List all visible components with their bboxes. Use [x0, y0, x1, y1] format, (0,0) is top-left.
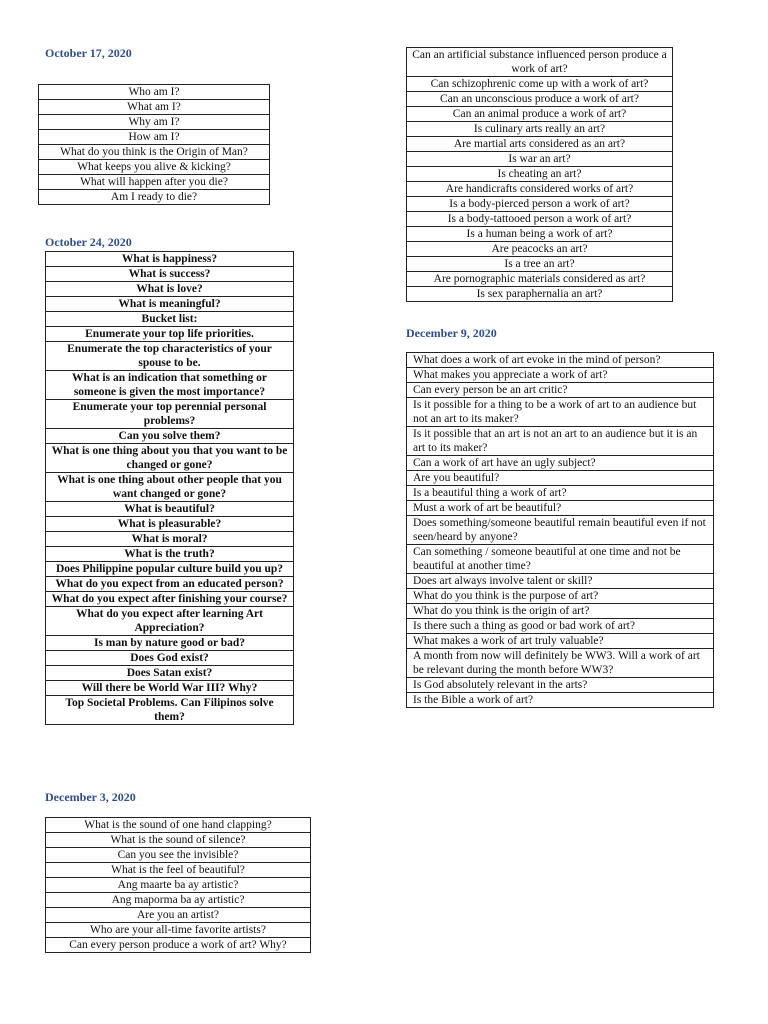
- question-row: [407, 427, 714, 456]
- question-row: [46, 429, 294, 444]
- question-row: [39, 85, 270, 100]
- question-text: Can an animal produce a work of art?: [407, 107, 673, 122]
- question-row: [46, 681, 294, 696]
- question-table-dec-9: [406, 352, 714, 708]
- question-text: What is pleasurable?: [46, 517, 294, 532]
- question-row: [46, 297, 294, 312]
- question-text: Enumerate your top life priorities.: [46, 327, 294, 342]
- question-row: [407, 693, 714, 708]
- section-date-oct-24: October 24, 2020: [45, 235, 132, 249]
- question-row: [407, 545, 714, 574]
- question-text: Is culinary arts really an art?: [407, 122, 673, 137]
- question-row: [407, 197, 673, 212]
- question-text: Am I ready to die?: [39, 190, 270, 205]
- question-row: [46, 833, 311, 848]
- question-row: [46, 371, 294, 400]
- question-text: What is an indication that something or someone is given the most importance?: [46, 371, 294, 400]
- question-text: What is the sound of silence?: [46, 833, 311, 848]
- question-row: [407, 456, 714, 471]
- question-row: [39, 190, 270, 205]
- question-row: [46, 592, 294, 607]
- question-text: Can every person be an art critic?: [407, 383, 714, 398]
- question-row: [407, 152, 673, 167]
- question-text: What is beautiful?: [46, 502, 294, 517]
- question-text: What is moral?: [46, 532, 294, 547]
- question-text: A month from now will definitely be WW3. Will a work of art be relevant during the month before WW3?: [407, 649, 714, 678]
- question-row: [407, 212, 673, 227]
- question-text: Can you solve them?: [46, 429, 294, 444]
- question-text: Are pornographic materials considered as art?: [407, 272, 673, 287]
- question-text: Can something / someone beautiful at one time and not be beautiful at another time?: [407, 545, 714, 574]
- question-text: What is love?: [46, 282, 294, 297]
- question-text: What is meaningful?: [46, 297, 294, 312]
- question-row: [46, 696, 294, 725]
- question-row: [407, 167, 673, 182]
- question-text: Ang maporma ba ay artistic?: [46, 893, 311, 908]
- question-text: What makes a work of art truly valuable?: [407, 634, 714, 649]
- question-row: [46, 577, 294, 592]
- question-text: What will happen after you die?: [39, 175, 270, 190]
- question-text: What am I?: [39, 100, 270, 115]
- question-row: [46, 863, 311, 878]
- question-row: [46, 517, 294, 532]
- question-text: Are you an artist?: [46, 908, 311, 923]
- question-text: What do you think is the purpose of art?: [407, 589, 714, 604]
- question-row: [407, 257, 673, 272]
- question-text: Is war an art?: [407, 152, 673, 167]
- question-row: [407, 368, 714, 383]
- question-row: [46, 400, 294, 429]
- question-row: [407, 619, 714, 634]
- question-text: Can an unconscious produce a work of art?: [407, 92, 673, 107]
- question-row: [407, 242, 673, 257]
- question-table-oct-24: [45, 251, 294, 725]
- question-text: Is sex paraphernalia an art?: [407, 287, 673, 302]
- question-text: Is a beautiful thing a work of art?: [407, 486, 714, 501]
- question-text: Is God absolutely relevant in the arts?: [407, 678, 714, 693]
- question-text: Who are your all-time favorite artists?: [46, 923, 311, 938]
- question-row: [46, 267, 294, 282]
- question-text: What is happiness?: [46, 252, 294, 267]
- question-row: [46, 938, 311, 953]
- question-text: Is it possible for a thing to be a work of art to an audience but not an art to its maker?: [407, 398, 714, 427]
- question-row: [46, 473, 294, 502]
- question-text: What do you expect from an educated person?: [46, 577, 294, 592]
- question-text: Does God exist?: [46, 651, 294, 666]
- question-row: [46, 547, 294, 562]
- question-text: Must a work of art be beautiful?: [407, 501, 714, 516]
- question-row: [46, 502, 294, 517]
- question-text: What does a work of art evoke in the mind of person?: [407, 353, 714, 368]
- question-row: [407, 501, 714, 516]
- section-date-oct-17: October 17, 2020: [45, 46, 132, 60]
- question-row: [407, 604, 714, 619]
- question-text: Enumerate the top characteristics of your spouse to be.: [46, 342, 294, 371]
- question-text: What do you think is the origin of art?: [407, 604, 714, 619]
- question-row: [46, 636, 294, 651]
- question-row: [46, 444, 294, 473]
- question-text: Are martial arts considered as an art?: [407, 137, 673, 152]
- question-row: [46, 252, 294, 267]
- question-text: Is there such a thing as good or bad work of art?: [407, 619, 714, 634]
- question-row: [407, 92, 673, 107]
- question-row: [407, 634, 714, 649]
- question-row: [407, 287, 673, 302]
- question-row: [407, 272, 673, 287]
- question-row: [46, 908, 311, 923]
- question-row: [46, 848, 311, 863]
- section-date-dec-9: December 9, 2020: [406, 326, 497, 340]
- question-row: [46, 878, 311, 893]
- question-row: [39, 175, 270, 190]
- question-text: Can a work of art have an ugly subject?: [407, 456, 714, 471]
- question-row: [46, 282, 294, 297]
- question-row: [46, 607, 294, 636]
- question-row: [46, 327, 294, 342]
- question-row: [46, 818, 311, 833]
- question-row: [407, 107, 673, 122]
- question-row: [46, 562, 294, 577]
- question-row: [407, 122, 673, 137]
- question-table-oct-17: [38, 84, 270, 205]
- question-row: [407, 471, 714, 486]
- question-text: Can schizophrenic come up with a work of art?: [407, 77, 673, 92]
- question-row: [407, 137, 673, 152]
- question-row: [407, 77, 673, 92]
- question-text: What do you expect after finishing your course?: [46, 592, 294, 607]
- question-text: Can you see the invisible?: [46, 848, 311, 863]
- question-row: [46, 532, 294, 547]
- question-row: [39, 160, 270, 175]
- question-text: Is a human being a work of art?: [407, 227, 673, 242]
- question-text: What do you think is the Origin of Man?: [39, 145, 270, 160]
- question-text: How am I?: [39, 130, 270, 145]
- question-text: Can every person produce a work of art? Why?: [46, 938, 311, 953]
- question-row: [39, 115, 270, 130]
- question-text: Is a tree an art?: [407, 257, 673, 272]
- question-text: Will there be World War III? Why?: [46, 681, 294, 696]
- question-text: Can an artificial substance influenced person produce a work of art?: [407, 48, 673, 77]
- question-row: [46, 651, 294, 666]
- question-row: [407, 574, 714, 589]
- question-text: What is one thing about you that you want to be changed or gone?: [46, 444, 294, 473]
- question-text: Does something/someone beautiful remain beautiful even if not seen/heard by anyone?: [407, 516, 714, 545]
- question-text: What is the truth?: [46, 547, 294, 562]
- question-text: Does art always involve talent or skill?: [407, 574, 714, 589]
- question-row: [407, 398, 714, 427]
- question-text: Are you beautiful?: [407, 471, 714, 486]
- question-row: [39, 100, 270, 115]
- question-text: What is success?: [46, 267, 294, 282]
- question-text: Is it possible that an art is not an art to an audience but it is an art to its maker?: [407, 427, 714, 456]
- question-row: [407, 589, 714, 604]
- question-text: Is cheating an art?: [407, 167, 673, 182]
- question-row: [407, 383, 714, 398]
- question-text: Why am I?: [39, 115, 270, 130]
- question-row: [407, 486, 714, 501]
- question-row: [46, 923, 311, 938]
- question-row: [407, 48, 673, 77]
- question-row: [46, 666, 294, 681]
- question-row: [46, 312, 294, 327]
- question-text: Does Satan exist?: [46, 666, 294, 681]
- question-row: [407, 182, 673, 197]
- section-date-dec-3: December 3, 2020: [45, 790, 136, 804]
- question-text: Enumerate your top perennial personal problems?: [46, 400, 294, 429]
- question-text: Ang maarte ba ay artistic?: [46, 878, 311, 893]
- question-text: What is one thing about other people that you want changed or gone?: [46, 473, 294, 502]
- question-row: [407, 516, 714, 545]
- question-text: What is the sound of one hand clapping?: [46, 818, 311, 833]
- question-text: Is the Bible a work of art?: [407, 693, 714, 708]
- question-text: Are handicrafts considered works of art?: [407, 182, 673, 197]
- question-text: Bucket list:: [46, 312, 294, 327]
- question-row: [39, 130, 270, 145]
- question-text: What keeps you alive & kicking?: [39, 160, 270, 175]
- question-text: Who am I?: [39, 85, 270, 100]
- question-text: Does Philippine popular culture build you up?: [46, 562, 294, 577]
- question-row: [407, 678, 714, 693]
- question-text: What is the feel of beautiful?: [46, 863, 311, 878]
- question-text: Is a body-pierced person a work of art?: [407, 197, 673, 212]
- question-text: What do you expect after learning Art Appreciation?: [46, 607, 294, 636]
- question-text: Are peacocks an art?: [407, 242, 673, 257]
- question-row: [46, 342, 294, 371]
- question-table-dec-3: [45, 817, 311, 953]
- question-row: [407, 353, 714, 368]
- question-text: Top Societal Problems. Can Filipinos solve them?: [46, 696, 294, 725]
- question-text: What makes you appreciate a work of art?: [407, 368, 714, 383]
- question-row: [46, 893, 311, 908]
- question-row: [407, 227, 673, 242]
- question-text: Is man by nature good or bad?: [46, 636, 294, 651]
- question-row: [407, 649, 714, 678]
- question-table-art-questions: [406, 47, 673, 302]
- question-row: [39, 145, 270, 160]
- question-text: Is a body-tattooed person a work of art?: [407, 212, 673, 227]
